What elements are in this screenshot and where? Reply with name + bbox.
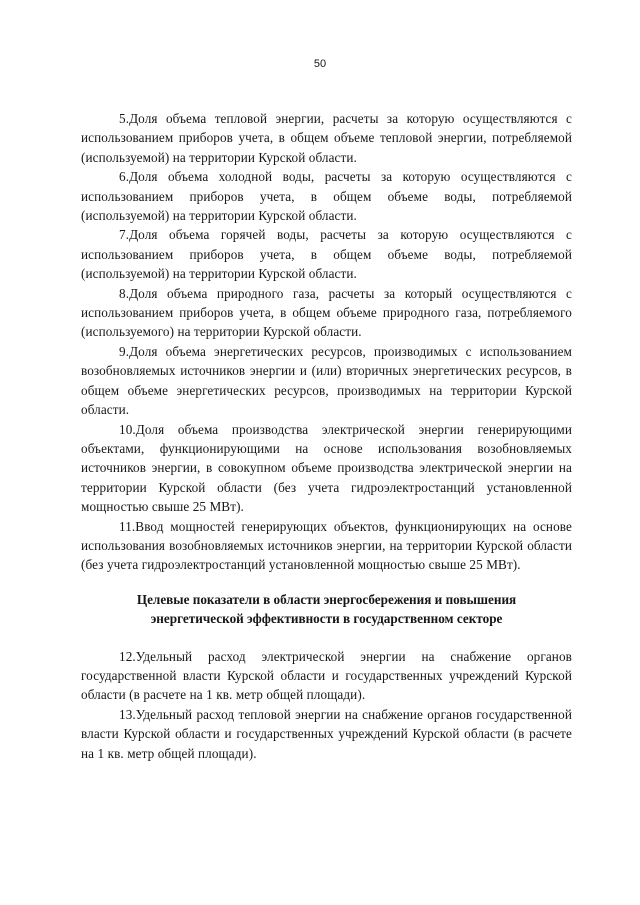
page-number: 50 [313, 58, 327, 70]
paragraph-9: 9.Доля объема энергетических ресурсов, производимых с использованием возобновляемых источников энергии и (или) вторичных энергетических ресурсов, в общем объеме энергетических ресурсов, производимых на территории Курской области. [81, 343, 572, 418]
document-body [81, 109, 572, 763]
paragraph-5: 5.Доля объема тепловой энергии, расчеты за которую осуществляются с использованием приборов учета, в общем объеме тепловой энергии, потребляемой (используемой) на территории Курской области. [81, 111, 572, 165]
paragraph-13: 13.Удельный расход тепловой энергии на снабжение органов государственной власти Курской области и государственных учреждений Курской области (в расчете на 1 кв. метр общей площади). [81, 706, 572, 761]
section-heading [81, 590, 572, 629]
paragraph-8: 8.Доля объема природного газа, расчеты за который осуществляются с использованием приборов учета, в общем объеме природного газа, потребляемого (используемого) на территории Курской области. [81, 285, 572, 340]
section-heading-line-2: энергетической эффективности в государственном секторе [150, 611, 503, 627]
paragraph-12: 12.Удельный расход электрической энергии на снабжение органов государственной власти Курской области и государственных учреждений Курской области (в расчете на 1 кв. метр общей площади). [81, 648, 572, 703]
paragraph-11: 11.Ввод мощностей генерирующих объектов, функционирующих на основе использования возобновляемых источников энергии, на территории Курской области (без учета гидроэлектростанций установленной мощностью свыше 25 МВт). [81, 518, 572, 573]
paragraph-7: 7.Доля объема горячей воды, расчеты за которую осуществляются с использованием приборов учета, в общем объеме воды, потребляемой (используемой) на территории Курской области. [81, 227, 572, 282]
paragraph-6: 6.Доля объема холодной воды, расчеты за которую осуществляются с использованием приборов учета, в общем объеме воды, потребляемой (используемой) на территории Курской области. [81, 169, 572, 224]
section-heading-line-1: Целевые показатели в области энергосбережения и повышения [136, 591, 517, 607]
paragraph-10: 10.Доля объема производства электрической энергии генерирующими объектами, функционирующими на основе использования возобновляемых источников энергии, в совокупном объеме производства электрической энергии на территории Курской области (без учета гидроэлектростанций установленной мощностью свыше 25 МВт). [81, 421, 572, 515]
